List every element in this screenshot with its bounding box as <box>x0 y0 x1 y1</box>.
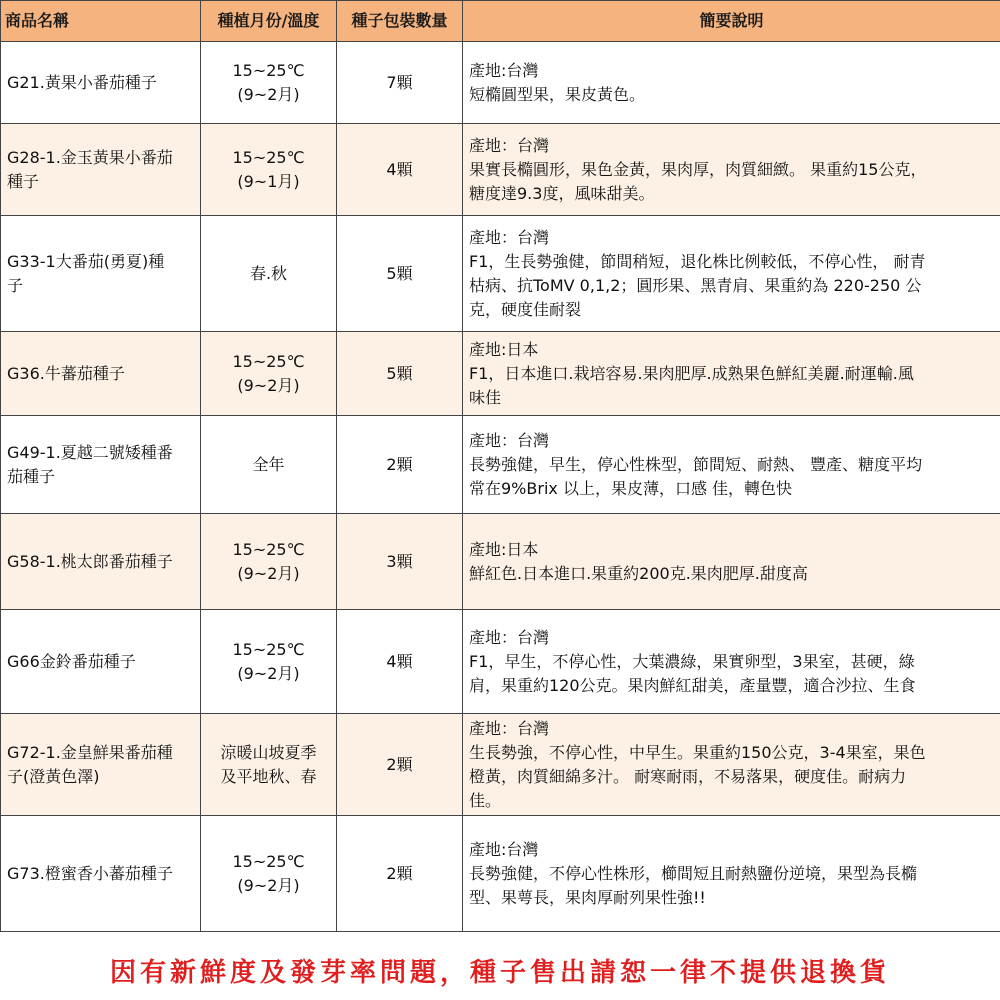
description-line: 肩，果重約120公克。果肉鮮紅甜美，產量豐，適合沙拉、生食 <box>469 675 916 695</box>
seed-count: 5顆 <box>337 332 463 416</box>
seed-count: 2顆 <box>337 714 463 816</box>
description <box>463 42 1000 124</box>
planting-season <box>201 216 337 332</box>
description <box>463 816 1000 932</box>
planting-season <box>201 714 337 816</box>
table-row <box>1 816 1000 932</box>
product-name-line: G36.牛蕃茄種子 <box>7 363 125 383</box>
planting-season <box>201 816 337 932</box>
planting-season <box>201 610 337 714</box>
planting-season <box>201 416 337 514</box>
product-name-line: 子 <box>7 275 24 295</box>
table-row <box>1 416 1000 514</box>
seed-count: 4顆 <box>337 124 463 216</box>
product-name <box>1 514 201 610</box>
table-row <box>1 124 1000 216</box>
description-line: 橙黃，肉質細綿多汁。 耐寒耐雨，不易落果，硬度佳。耐病力 <box>469 766 907 786</box>
planting-season-line: (9~2月) <box>237 84 300 104</box>
description-line: 產地:台灣 <box>469 60 539 80</box>
product-name <box>1 124 201 216</box>
description-line: 產地：台灣 <box>469 627 550 647</box>
planting-season-line: 及平地秋、春 <box>220 766 317 786</box>
description-line: 佳。 <box>469 790 502 810</box>
planting-season-line: (9~2月) <box>237 875 300 895</box>
product-name-line: G21.黃果小番茄種子 <box>7 72 157 92</box>
description-line: 產地：台灣 <box>469 430 550 450</box>
description <box>463 514 1000 610</box>
planting-season-line: 15~25℃ <box>232 351 305 371</box>
description-line: F1，日本進口.栽培容易.果肉肥厚.成熟果色鮮紅美麗.耐運輸.風 <box>469 363 914 383</box>
table-row <box>1 610 1000 714</box>
description-line: 產地：台灣 <box>469 718 550 738</box>
planting-season-line: 15~25℃ <box>232 851 305 871</box>
description <box>463 124 1000 216</box>
planting-season <box>201 332 337 416</box>
description-line: 產地:台灣 <box>469 839 539 859</box>
product-name-line: 茄種子 <box>7 466 56 486</box>
product-name-line: G28-1.金玉黃果小番茄 <box>7 147 173 167</box>
product-name-line: G72-1.金皇鮮果番茄種 <box>7 742 173 762</box>
description <box>463 332 1000 416</box>
planting-season-line: 涼暖山坡夏季 <box>220 742 317 762</box>
description-line: 產地：台灣 <box>469 135 550 155</box>
table-row <box>1 216 1000 332</box>
header-row <box>1 1 1000 42</box>
product-name <box>1 332 201 416</box>
table-row <box>1 332 1000 416</box>
product-name <box>1 714 201 816</box>
description-line: 克，硬度佳耐裂 <box>469 299 582 319</box>
description-line: 常在9%Brix 以上，果皮薄，口感 佳，轉色快 <box>469 478 793 498</box>
product-name <box>1 416 201 514</box>
description-line: 型、果萼長，果肉厚耐列果性強!! <box>469 887 706 907</box>
product-name-line: G49-1.夏越二號矮種番 <box>7 442 173 462</box>
product-name <box>1 216 201 332</box>
description <box>463 610 1000 714</box>
description-line: 短橢圓型果，果皮黃色。 <box>469 84 646 104</box>
product-name-line: 子(澄黃色澤) <box>7 766 100 786</box>
seed-count: 7顆 <box>337 42 463 124</box>
description-line: 糖度達9.3度，風味甜美。 <box>469 183 655 203</box>
product-name-line: G58-1.桃太郎番茄種子 <box>7 551 173 571</box>
planting-season-line: 春.秋 <box>249 263 288 283</box>
description-line: 鮮紅色.日本進口.果重約200克.果肉肥厚.甜度高 <box>469 563 808 583</box>
description <box>463 714 1000 816</box>
no-return-notice: 因有新鮮度及發芽率問題，種子售出請恕一律不提供退換貨 <box>109 957 890 988</box>
description-line: 長勢強健，不停心性株形，櫛間短且耐熱鹽份逆境，果型為長橢 <box>469 863 918 883</box>
header-qty: 種子包裝數量 <box>337 1 463 42</box>
planting-season-line: (9~1月) <box>237 171 300 191</box>
description <box>463 416 1000 514</box>
product-name-line: 種子 <box>7 171 40 191</box>
description-line: 果實長橢圓形，果色金黃，果肉厚，肉質細緻。 果重約15公克， <box>469 159 927 179</box>
planting-season-line: (9~2月) <box>237 375 300 395</box>
planting-season-line: 15~25℃ <box>232 539 305 559</box>
product-name-line: G66金鈴番茄種子 <box>7 651 136 671</box>
seed-count: 2顆 <box>337 816 463 932</box>
planting-season-line: 15~25℃ <box>232 60 305 80</box>
table-row <box>1 714 1000 816</box>
product-name-line: G33-1大番茄(勇夏)種 <box>7 251 165 271</box>
header-desc: 簡要說明 <box>463 1 1000 42</box>
seed-count: 2顆 <box>337 416 463 514</box>
product-name-line: G73.橙蜜香小蕃茄種子 <box>7 863 173 883</box>
description-line: F1，早生，不停心性，大葉濃綠，果實卵型，3果室，甚硬，綠 <box>469 651 915 671</box>
description-line: 味佳 <box>469 387 502 407</box>
description-line: F1，生長勢強健，節間稍短，退化株比例較低，不停心性， 耐青 <box>469 251 926 271</box>
description-line: 枯病、抗ToMV 0,1,2；圓形果、黑青肩、果重約為 220-250 公 <box>469 275 922 295</box>
description-line: 長勢強健，早生，停心性株型，節間短、耐熱、 豐產、糖度平均 <box>469 454 923 474</box>
description-line: 產地:日本 <box>469 339 539 359</box>
planting-season <box>201 124 337 216</box>
seed-count: 3顆 <box>337 514 463 610</box>
product-name <box>1 610 201 714</box>
planting-season <box>201 514 337 610</box>
product-name <box>1 42 201 124</box>
description <box>463 216 1000 332</box>
description-line: 產地：台灣 <box>469 227 550 247</box>
planting-season-line: 15~25℃ <box>232 639 305 659</box>
seed-count: 4顆 <box>337 610 463 714</box>
planting-season-line: (9~2月) <box>237 563 300 583</box>
header-name: 商品名稱 <box>1 1 201 42</box>
table-row <box>1 42 1000 124</box>
table-row <box>1 514 1000 610</box>
description-line: 生長勢強，不停心性，中早生。果重約150公克，3-4果室，果色 <box>469 742 926 762</box>
product-name <box>1 816 201 932</box>
planting-season <box>201 42 337 124</box>
planting-season-line: (9~2月) <box>237 663 300 683</box>
header-time: 種植月份/溫度 <box>201 1 337 42</box>
planting-season-line: 15~25℃ <box>232 147 305 167</box>
description-line: 產地:日本 <box>469 539 539 559</box>
seed-count: 5顆 <box>337 216 463 332</box>
planting-season-line: 全年 <box>252 454 285 474</box>
